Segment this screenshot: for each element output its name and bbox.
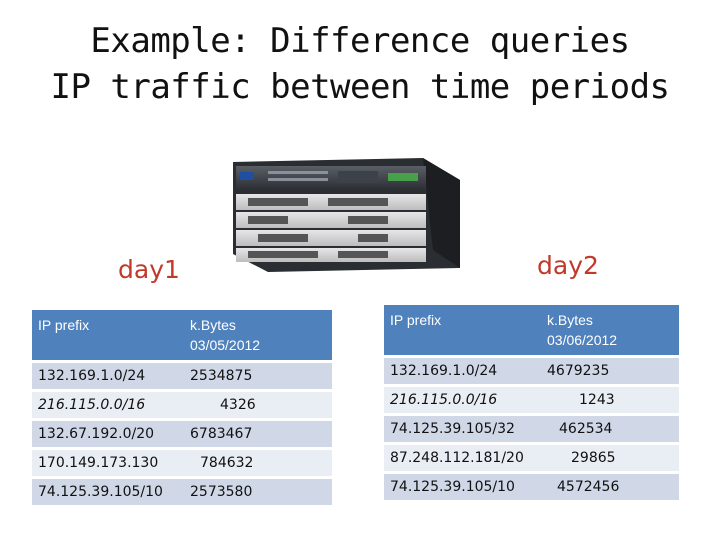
kbytes-cell: 784632 xyxy=(184,450,332,476)
day1-table xyxy=(32,307,332,508)
table-row xyxy=(32,363,332,389)
ip-prefix-cell: 216.115.0.0/16 xyxy=(384,387,541,413)
kbytes-cell: 2534875 xyxy=(184,363,332,389)
kbytes-cell: 4679235 xyxy=(541,358,679,384)
column-header-kbytes: k.Bytes 03/06/2012 xyxy=(541,305,679,355)
table-row xyxy=(384,358,679,384)
table-row xyxy=(384,416,679,442)
table-row xyxy=(32,392,332,418)
ip-prefix-cell: 74.125.39.105/10 xyxy=(32,479,184,505)
ip-prefix-cell: 74.125.39.105/32 xyxy=(384,416,541,442)
kbytes-cell: 4572456 xyxy=(541,474,679,500)
kbytes-cell: 6783467 xyxy=(184,421,332,447)
table-row xyxy=(384,445,679,471)
day1-label: day1 xyxy=(118,255,180,284)
table-header-row xyxy=(32,310,332,360)
table-row xyxy=(32,479,332,505)
table-row xyxy=(384,387,679,413)
ip-prefix-cell: 74.125.39.105/10 xyxy=(384,474,541,500)
kbytes-cell: 29865 xyxy=(541,445,679,471)
title-line-1: Example: Difference queries xyxy=(90,21,630,61)
kbytes-cell: 462534 xyxy=(541,416,679,442)
ip-prefix-cell: 132.67.192.0/20 xyxy=(32,421,184,447)
table-row xyxy=(32,450,332,476)
table-row xyxy=(32,421,332,447)
day2-label: day2 xyxy=(537,251,599,280)
column-header-ip-prefix: IP prefix xyxy=(384,305,541,355)
ip-prefix-cell: 87.248.112.181/20 xyxy=(384,445,541,471)
ip-prefix-cell: 216.115.0.0/16 xyxy=(32,392,184,418)
kbytes-cell: 1243 xyxy=(541,387,679,413)
day2-table xyxy=(384,302,679,503)
router-image xyxy=(228,158,463,273)
title-line-2: IP traffic between time periods xyxy=(50,67,670,107)
slide-title xyxy=(0,18,720,110)
kbytes-cell: 2573580 xyxy=(184,479,332,505)
table-header-row xyxy=(384,305,679,355)
ip-prefix-cell: 170.149.173.130 xyxy=(32,450,184,476)
ip-prefix-cell: 132.169.1.0/24 xyxy=(32,363,184,389)
ip-prefix-cell: 132.169.1.0/24 xyxy=(384,358,541,384)
column-header-ip-prefix: IP prefix xyxy=(32,310,184,360)
kbytes-cell: 4326 xyxy=(184,392,332,418)
table-row xyxy=(384,474,679,500)
column-header-kbytes: k.Bytes 03/05/2012 xyxy=(184,310,332,360)
